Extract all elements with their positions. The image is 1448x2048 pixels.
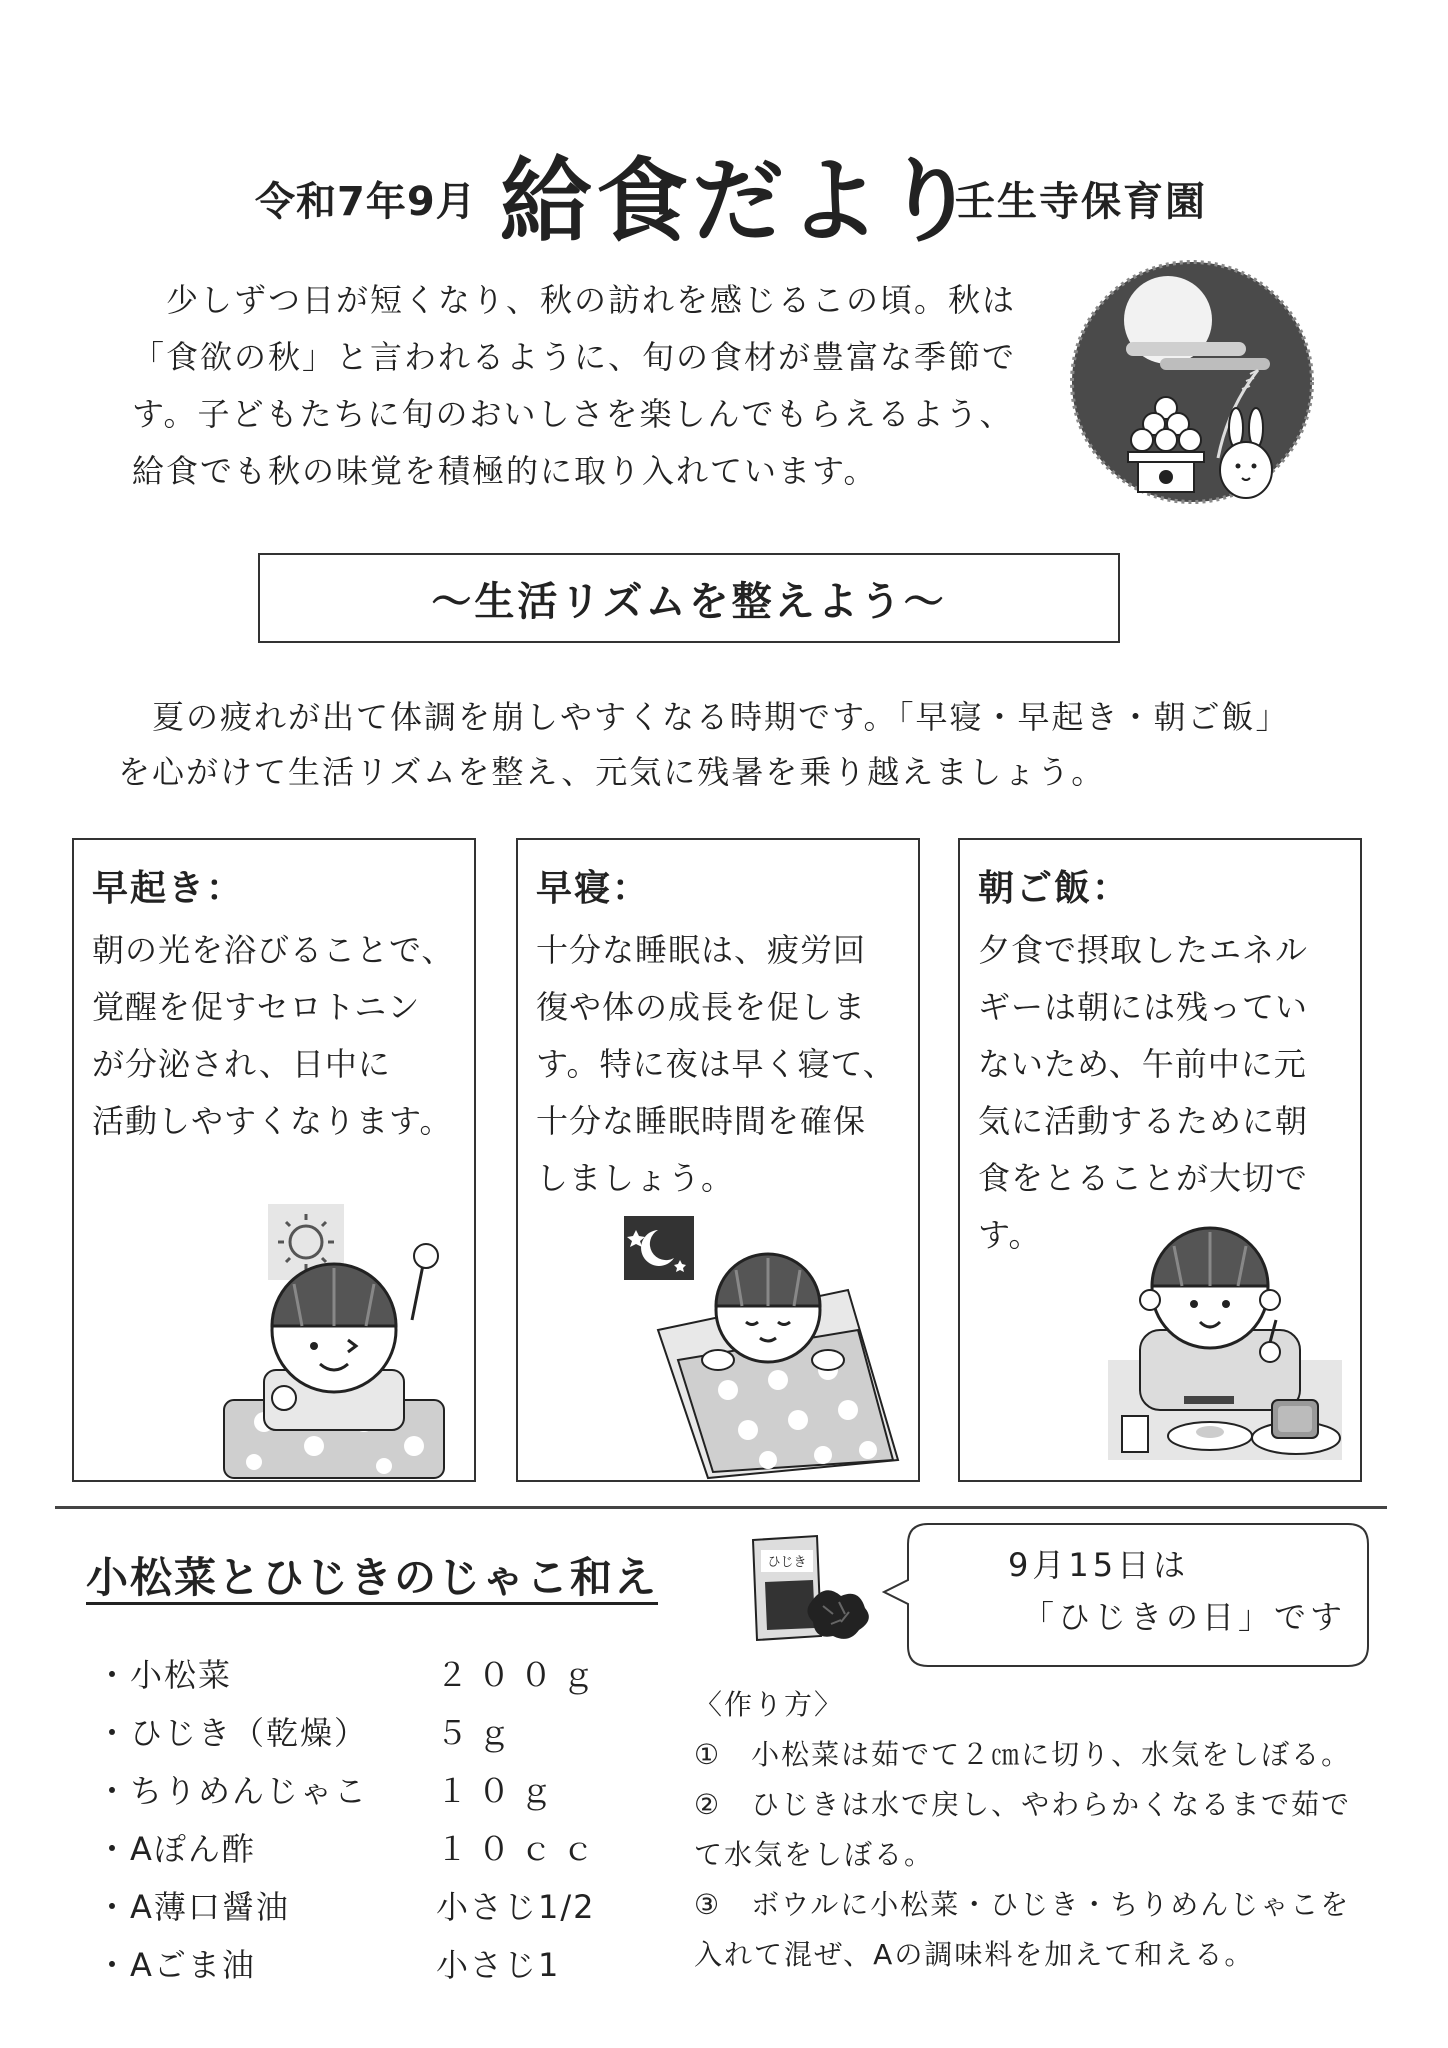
ingredient-row: [96, 1824, 656, 1882]
section-divider: [55, 1506, 1387, 1509]
card-line: 気に活動するために朝: [978, 1102, 1309, 1140]
intro-line: 「食欲の秋」と言われるように、旬の食材が豊富な季節で: [132, 338, 1017, 376]
ingredient-name: ・Aごま油: [96, 1946, 256, 1984]
intro-line: す。子どもたちに旬のおいしさを楽しんでもらえるよう、: [132, 395, 1014, 433]
hijiki-package-illustration: [745, 1532, 875, 1642]
card-line: 十分な睡眠時間を確保: [536, 1102, 867, 1140]
recipe-title: 小松菜とひじきのじゃこ和え: [86, 1553, 659, 1602]
breakfast-child-illustration: [1100, 1220, 1350, 1470]
package-label: ひじき: [767, 1555, 807, 1570]
card-title: 早寝：: [536, 868, 651, 909]
ingredient-amount: 小さじ1/2: [436, 1888, 596, 1926]
card-line: が分泌され、日中に: [92, 1045, 391, 1083]
method-step: ① 小松菜は茹でて２㎝に切り、水気をしぼる。: [694, 1738, 1352, 1771]
nursery-name: 壬生寺保育園: [955, 179, 1207, 225]
ingredient-name: ・ちりめんじゃこ: [96, 1772, 369, 1810]
moon-viewing-illustration: [1068, 258, 1316, 506]
sleeping-child-illustration: [618, 1210, 908, 1480]
ingredient-amount: １０ｇ: [436, 1772, 563, 1810]
rhythm-intro-paragraph: [118, 690, 1358, 800]
ingredient-name: ・A薄口醤油: [96, 1888, 290, 1926]
card-title: 朝ご飯：: [978, 868, 1131, 909]
section-title: ～生活リズムを整えよう～: [431, 578, 947, 625]
card-line: 朝の光を浴びることで、: [92, 931, 455, 969]
card-breakfast: [958, 838, 1362, 1482]
card-body: [536, 922, 908, 1207]
method-step: ③ ボウルに小松菜・ひじき・ちりめんじゃこを: [694, 1888, 1351, 1921]
waking-child-illustration: [184, 1200, 474, 1480]
ingredient-amount: 小さじ1: [436, 1946, 561, 1984]
ingredient-row: [96, 1708, 656, 1766]
card-line: 十分な睡眠は、疲労回: [536, 931, 867, 969]
hijiki-day-callout: [882, 1520, 1372, 1670]
recipe-method: [694, 1680, 1384, 1980]
card-line: ギーは朝には残ってい: [978, 988, 1309, 1026]
card-line: す。特に夜は早く寝て、: [536, 1045, 896, 1083]
ingredient-list: [96, 1650, 656, 1998]
card-early-rising: [72, 838, 476, 1482]
rhythm-intro-line: 夏の疲れが出て体調を崩しやすくなる時期です。「早寝・早起き・朝ご飯」: [118, 698, 1290, 736]
intro-paragraph: [132, 272, 1042, 500]
card-line: しましょう。: [536, 1159, 735, 1197]
callout-text: 「ひじきの日」です: [1022, 1598, 1347, 1636]
ingredient-name: ・Aぽん酢: [96, 1830, 256, 1868]
card-line: 食をとることが大切で: [978, 1159, 1309, 1197]
section-title-box: [258, 553, 1120, 643]
method-step: 入れて混ぜ、Aの調味料を加えて和える。: [694, 1938, 1255, 1971]
ingredient-row: [96, 1766, 656, 1824]
ingredient-amount: １０ｃｃ: [436, 1830, 605, 1868]
card-line: 復や体の成長を促しま: [536, 988, 867, 1026]
newsletter-title: 給食だより: [500, 148, 981, 255]
card-line: 夕食で摂取したエネル: [978, 931, 1309, 969]
method-heading: 〈作り方〉: [694, 1688, 845, 1721]
callout-date: 9月15日は: [1008, 1546, 1190, 1584]
ingredient-row: [96, 1882, 656, 1940]
card-title: 早起き：: [92, 868, 245, 909]
method-step: て水気をしぼる。: [694, 1838, 935, 1871]
ingredient-row: [96, 1940, 656, 1998]
card-line: す。: [978, 1216, 1042, 1254]
card-line: 活動しやすくなります。: [92, 1102, 453, 1140]
card-body: [978, 922, 1350, 1264]
card-body: [92, 922, 464, 1150]
ingredient-name: ・小松菜: [96, 1656, 233, 1694]
ingredient-amount: ２００ｇ: [436, 1656, 605, 1694]
ingredient-row: [96, 1650, 656, 1708]
ingredient-amount: ５ｇ: [436, 1714, 521, 1752]
card-early-sleep: [516, 838, 920, 1482]
method-step: ② ひじきは水で戻し、やわらかくなるまで茹で: [694, 1788, 1352, 1821]
intro-line: 給食でも秋の味覚を積極的に取り入れています。: [132, 452, 878, 490]
rhythm-intro-line: を心がけて生活リズムを整え、元気に残暑を乗り越えましょう。: [118, 753, 1106, 791]
card-line: ないため、午前中に元: [978, 1045, 1307, 1083]
header-date: 令和7年9月: [255, 179, 477, 225]
intro-line: 少しずつ日が短くなり、秋の訪れを感じるこの頃。秋は: [132, 281, 1017, 319]
ingredient-name: ・ひじき（乾燥）: [96, 1714, 369, 1752]
card-line: 覚醒を促すセロトニン: [92, 988, 421, 1026]
